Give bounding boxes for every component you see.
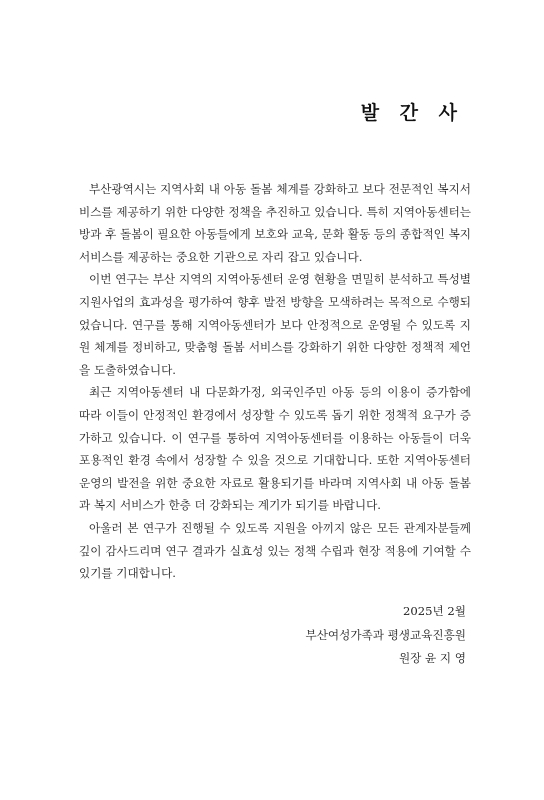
page-title: 발 간 사 (360, 102, 464, 124)
paragraph-4: 아울러 본 연구가 진행될 수 있도록 지원을 아끼지 않은 모든 관계자분들께 깊이 감사드리며 연구 결과가 실효성 있는 정책 수립과 현장 적용에 기여할 수 있기를 기대합니다. (79, 520, 471, 581)
signature-block (306, 600, 466, 671)
paragraph-3: 최근 지역아동센터 내 다문화가정, 외국인주민 아동 등의 이용이 증가함에 따라 이들이 안정적인 환경에서 성장할 수 있도록 돕기 위한 정책적 요구가 증가하고 있습니다. 이 연구를 통하여 지역아동센터를 이용하는 아동들이 더욱 포용적인 환경 속에서 성장할 수 있을 것으로 기대합니다. 또한 지역아동센터 운영의 발전을 위한 중요한 자료로 활용되기를 바라며 지역사회 내 아동 돌봄과 복지 서비스가 한층 더 강화되는 계기가 되기를 바랍니다. (79, 385, 471, 513)
body-text (79, 178, 471, 585)
signature-organization: 부산여성가족과 평생교육진흥원 (305, 627, 466, 642)
paragraph-2: 이번 연구는 부산 지역의 지역아동센터 운영 현황을 면밀히 분석하고 특성별 지원사업의 효과성을 평가하여 향후 발전 방향을 모색하려는 목적으로 수행되었습니다. 연구를 통해 지역아동센터가 보다 안정적으로 운영될 수 있도록 지원 체계를 정비하고, 맞춤형 돌봄 서비스를 강화하기 위한 다양한 정책적 제언을 도출하였습니다. (79, 272, 471, 377)
signature-signer: 원장 윤 지 영 (398, 651, 466, 665)
signature-date: 2025년 2월 (403, 604, 466, 618)
paragraph-1: 부산광역시는 지역사회 내 아동 돌봄 체계를 강화하고 보다 전문적인 복지서비스를 제공하기 위한 다양한 정책을 추진하고 있습니다. 특히 지역아동센터는 방과 후 돌봄이 필요한 아동들에게 보호와 교육, 문화 활동 등의 종합적인 복지서비스를 제공하는 중요한 기관으로 자리 잡고 있습니다. (79, 182, 471, 264)
